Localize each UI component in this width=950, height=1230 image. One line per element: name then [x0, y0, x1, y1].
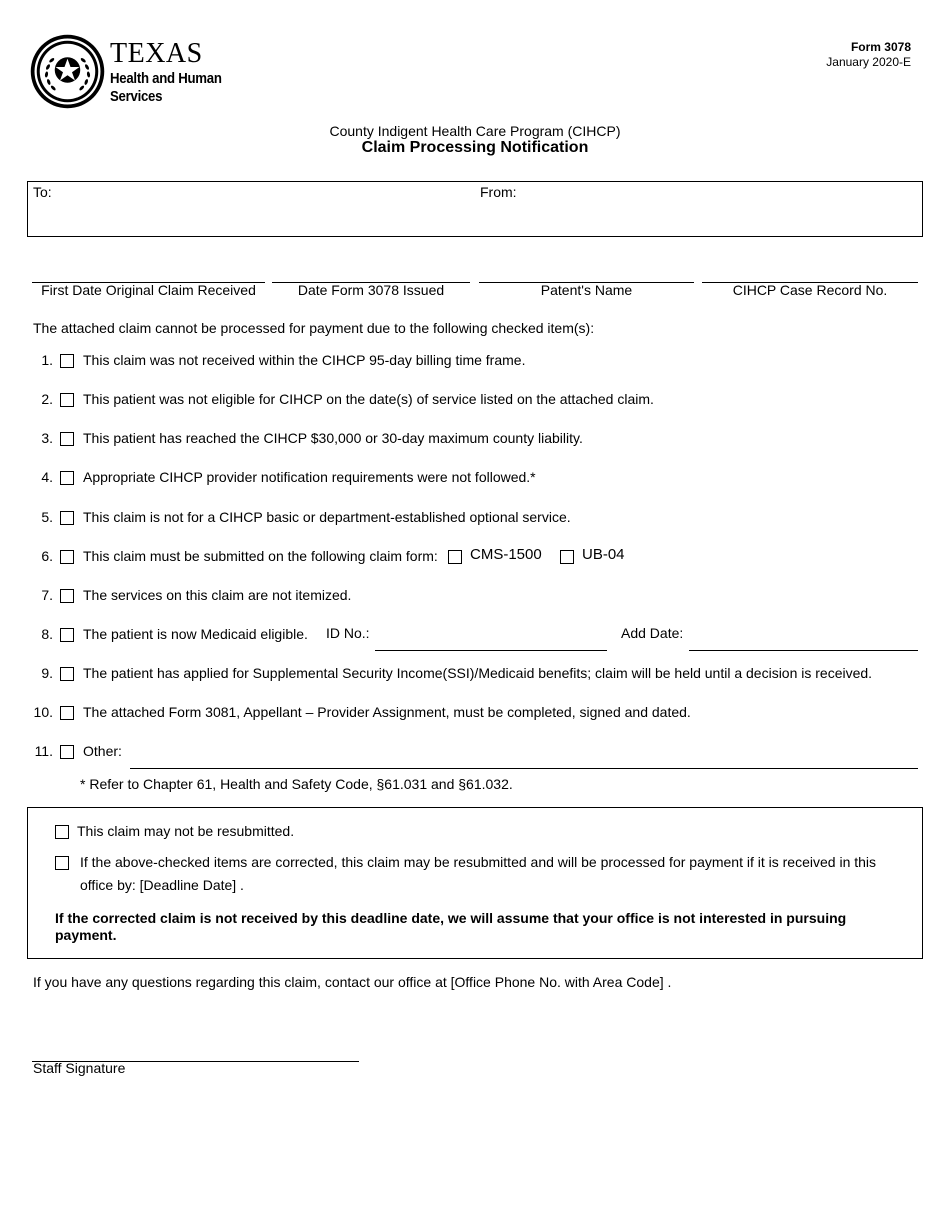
item-11-text: Other: — [83, 743, 122, 759]
item-number: 11. — [34, 743, 53, 759]
logo-agency-line1: Health and Human — [110, 70, 222, 87]
item-8-text: The patient is now Medicaid eligible. — [83, 626, 308, 642]
page-title: Claim Processing Notification — [361, 139, 589, 156]
contact-text: If you have any questions regarding this claim, contact our office at [Office Phone No. with Area Code] . — [33, 974, 672, 990]
ub-04-label: UB-04 — [582, 546, 625, 563]
item-number: 10. — [33, 704, 53, 720]
item-number: 7. — [41, 587, 53, 603]
from-label: From: — [480, 184, 517, 200]
item-11-checkbox[interactable] — [60, 745, 74, 759]
item-8-checkbox[interactable] — [60, 628, 74, 642]
item-5-text: This claim is not for a CIHCP basic or department-established optional service. — [83, 509, 571, 525]
item-1-text: This claim was not received within the CIHCP 95-day billing time frame. — [83, 352, 526, 368]
other-reason-field[interactable] — [130, 768, 918, 769]
program-title: County Indigent Health Care Program (CIHCP) — [329, 123, 621, 139]
item-5-checkbox[interactable] — [60, 511, 74, 525]
add-date-field[interactable] — [689, 650, 918, 651]
corrected-resubmit-text-line2: office by: [Deadline Date] . — [80, 877, 244, 893]
item-2-text: This patient was not eligible for CIHCP on the date(s) of service listed on the attached claim. — [83, 391, 654, 407]
cms-1500-label: CMS-1500 — [470, 546, 542, 563]
logo-texas-wordmark: TEXAS — [110, 38, 203, 69]
item-number: 9. — [41, 665, 53, 681]
staff-signature-label: Staff Signature — [33, 1060, 126, 1076]
item-3-checkbox[interactable] — [60, 432, 74, 446]
date-form-issued-label: Date Form 3078 Issued — [297, 282, 445, 298]
corrected-resubmit-text-line1: If the above-checked items are corrected, this claim may be resubmitted and will be processed for payment if it is received in this — [80, 854, 877, 870]
form-number: Form 3078 — [850, 40, 911, 54]
cms-1500-checkbox[interactable] — [448, 550, 462, 564]
medicaid-id-label: ID No.: — [326, 625, 370, 641]
item-9-checkbox[interactable] — [60, 667, 74, 681]
item-number: 8. — [41, 626, 53, 642]
item-7-text: The services on this claim are not itemized. — [83, 587, 352, 603]
item-1-checkbox[interactable] — [60, 354, 74, 368]
item-4-checkbox[interactable] — [60, 471, 74, 485]
ub-04-checkbox[interactable] — [560, 550, 574, 564]
no-resubmit-checkbox[interactable] — [55, 825, 69, 839]
item-6-checkbox[interactable] — [60, 550, 74, 564]
footnote: * Refer to Chapter 61, Health and Safety Code, §61.031 and §61.032. — [80, 776, 513, 792]
case-record-number-label: CIHCP Case Record No. — [732, 282, 888, 298]
no-resubmit-text: This claim may not be resubmitted. — [77, 823, 295, 839]
item-number: 4. — [41, 469, 53, 485]
form-revision-date: January 2020-E — [826, 55, 911, 69]
texas-seal-logo — [30, 34, 105, 109]
item-number: 1. — [41, 352, 53, 368]
item-number: 5. — [41, 509, 53, 525]
item-4-text: Appropriate CIHCP provider notification requirements were not followed.* — [83, 469, 536, 485]
item-3-text: This patient has reached the CIHCP $30,000 or 30-day maximum county liability. — [83, 430, 583, 446]
intro-text: The attached claim cannot be processed for payment due to the following checked item(s): — [33, 320, 595, 336]
add-date-label: Add Date: — [621, 625, 684, 641]
item-number: 3. — [41, 430, 53, 446]
item-10-checkbox[interactable] — [60, 706, 74, 720]
item-9-text: The patient has applied for Supplemental Security Income(SSI)/Medicaid benefits; claim will be held until a decision is received. — [83, 665, 873, 681]
to-label: To: — [33, 184, 52, 200]
deadline-warning-line2: payment. — [55, 927, 117, 943]
patient-name-label: Patent's Name — [540, 282, 633, 298]
logo-agency-line2: Services — [110, 88, 163, 105]
item-2-checkbox[interactable] — [60, 393, 74, 407]
item-7-checkbox[interactable] — [60, 589, 74, 603]
deadline-warning-line1: If the corrected claim is not received by this deadline date, we will assume that your office is not interested in pursuing — [55, 910, 847, 926]
to-from-box[interactable] — [27, 181, 923, 237]
medicaid-id-field[interactable] — [375, 650, 607, 651]
item-number: 6. — [41, 548, 53, 564]
item-number: 2. — [41, 391, 53, 407]
item-10-text: The attached Form 3081, Appellant – Provider Assignment, must be completed, signed and dated. — [83, 704, 691, 720]
first-date-received-label: First Date Original Claim Received — [41, 282, 256, 298]
item-6-text: This claim must be submitted on the following claim form: — [83, 548, 438, 564]
corrected-resubmit-checkbox[interactable] — [55, 856, 69, 870]
